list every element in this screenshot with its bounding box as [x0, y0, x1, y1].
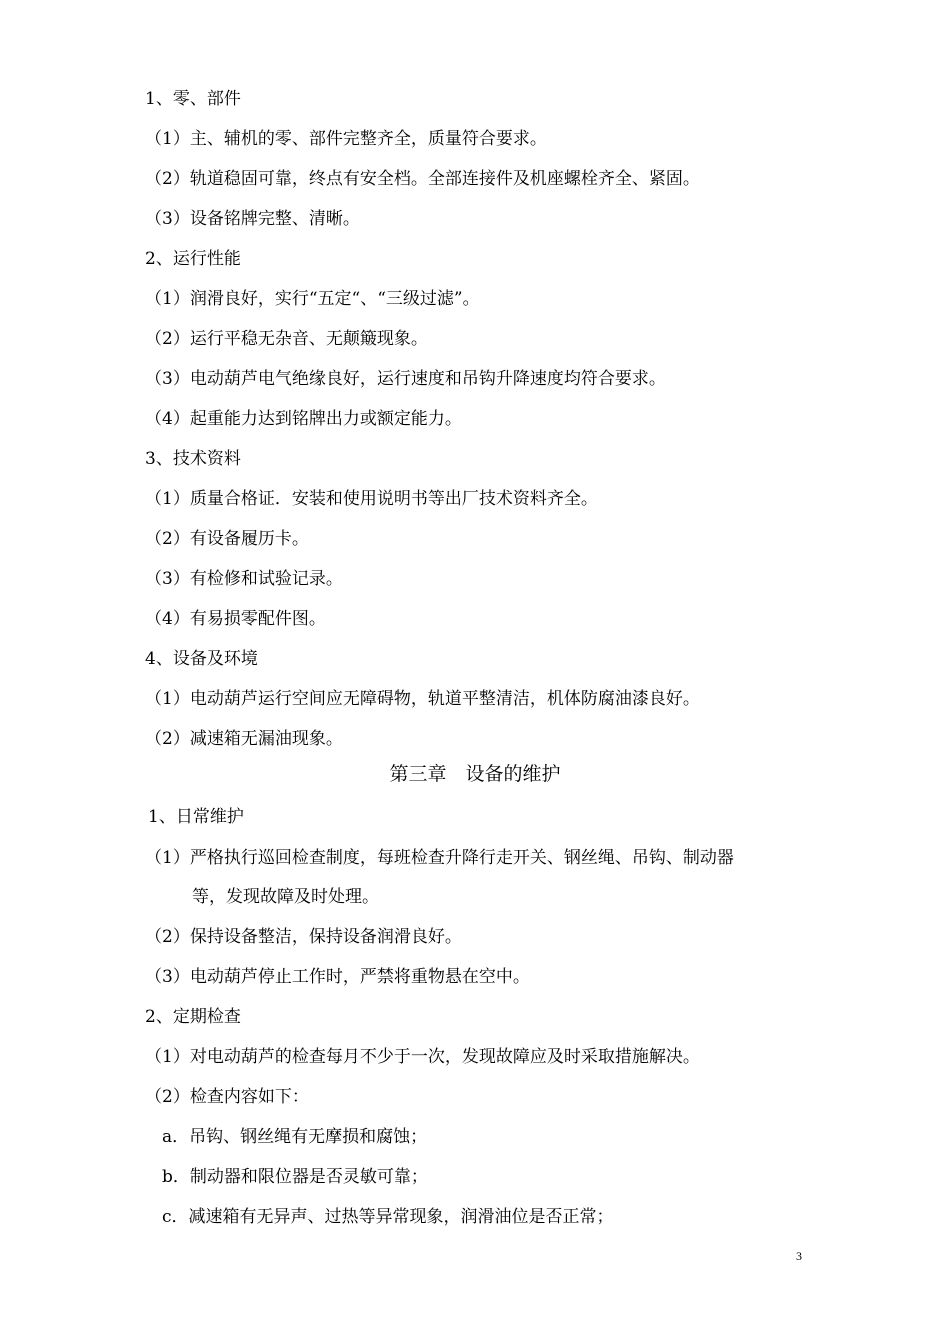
section-heading-environment: 4、设备及环境: [145, 649, 258, 669]
section-heading-daily-maintenance: 1、日常维护: [148, 807, 244, 827]
sub-list-item: a．吊钩、钢丝绳有无摩损和腐蚀；: [162, 1127, 428, 1147]
sub-list-item: b．制动器和限位器是否灵敏可靠；: [162, 1167, 428, 1187]
list-item: （2）运行平稳无杂音、无颠簸现象。: [145, 329, 428, 349]
list-item: （2）保持设备整洁，保持设备润滑良好。: [145, 927, 462, 947]
list-item: （3）有检修和试验记录。: [145, 569, 343, 589]
list-item: （3）电动葫芦电气绝缘良好，运行速度和吊钩升降速度均符合要求。: [145, 369, 666, 389]
list-item: （1）对电动葫芦的检查每月不少于一次，发现故障应及时采取措施解决。: [145, 1047, 700, 1067]
list-item: （2）轨道稳固可靠，终点有安全档。全部连接件及机座螺栓齐全、紧固。: [145, 169, 700, 189]
list-item: （1）主、辅机的零、部件完整齐全，质量符合要求。: [145, 129, 547, 149]
list-item: （2）检查内容如下：: [145, 1087, 309, 1107]
sub-list-item: c．减速箱有无异声、过热等异常现象，润滑油位是否正常；: [162, 1207, 614, 1227]
page-number: 3: [796, 1249, 802, 1263]
list-item-continuation: 等，发现故障及时处理。: [192, 887, 379, 907]
list-item: （1）严格执行巡回检查制度，每班检查升降行走开关、钢丝绳、吊钩、制动器: [145, 848, 734, 868]
list-item: （3）电动葫芦停止工作时，严禁将重物悬在空中。: [145, 967, 530, 987]
list-item: （1）质量合格证．安装和使用说明书等出厂技术资料齐全。: [145, 489, 598, 509]
list-item: （2）有设备履历卡。: [145, 529, 309, 549]
list-item: （4）起重能力达到铭牌出力或额定能力。: [145, 409, 462, 429]
list-item: （1）润滑良好，实行“五定“、“三级过滤”。: [145, 289, 480, 309]
list-item: （3）设备铭牌完整、清晰。: [145, 209, 360, 229]
section-heading-parts: 1、零、部件: [145, 89, 241, 109]
chapter-title: 第三章 设备的维护: [389, 763, 561, 785]
section-heading-performance: 2、运行性能: [145, 249, 241, 269]
list-item: （2）减速箱无漏油现象。: [145, 729, 343, 749]
list-item: （4）有易损零配件图。: [145, 609, 326, 629]
list-item: （1）电动葫芦运行空间应无障碍物，轨道平整清洁，机体防腐油漆良好。: [145, 689, 700, 709]
section-heading-periodic-inspection: 2、定期检查: [145, 1007, 241, 1027]
section-heading-technical-docs: 3、技术资料: [145, 449, 241, 469]
